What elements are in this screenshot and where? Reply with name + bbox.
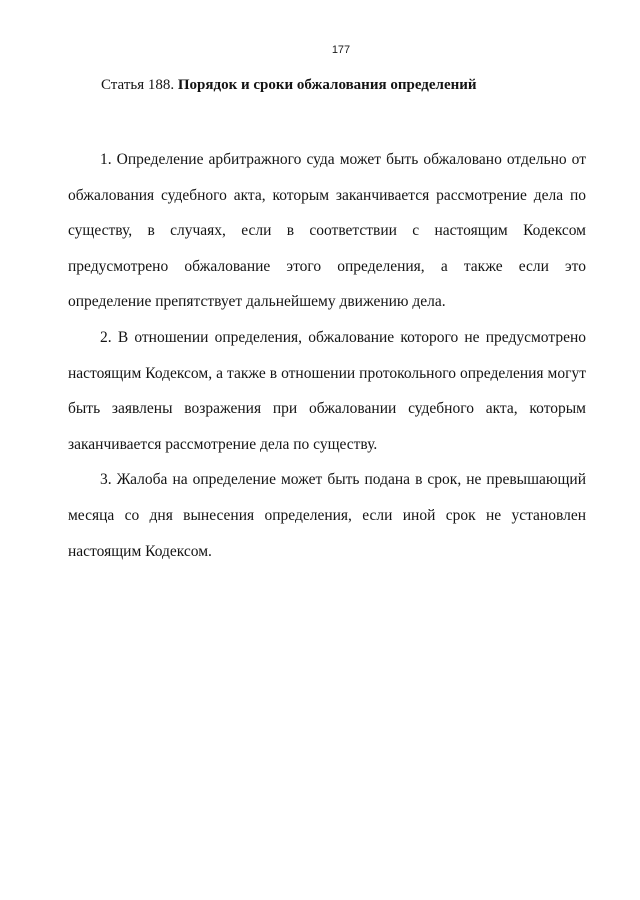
paragraph-1: 1. Определение арбитражного суда может быть обжаловано отдельно от обжалования судебного акта, которым заканчивается рассмотрение дела по существу, в случаях, если в соответствии с настоящим Кодексом предусмотрено обжалование этого определения, а также если это определение препятствует дальнейшему движению дела. [68, 151, 586, 311]
article-title: Порядок и сроки обжалования определений [177, 77, 477, 93]
paragraph-3: 3. Жалоба на определение может быть подана в срок, не превышающий месяца со дня вынесения определения, если иной срок не установлен настоящим Кодексом. [68, 471, 586, 560]
article-body [68, 142, 586, 569]
article-heading [101, 77, 477, 94]
page-number: 177 [331, 44, 351, 56]
paragraph-2: 2. В отношении определения, обжалование которого не предусмотрено настоящим Кодексом, а также в отношении протокольного определения могут быть заявлены возражения при обжаловании судебного акта, которым заканчивается рассмотрение дела по существу. [68, 328, 586, 453]
article-number: Статья 188. [101, 77, 178, 93]
